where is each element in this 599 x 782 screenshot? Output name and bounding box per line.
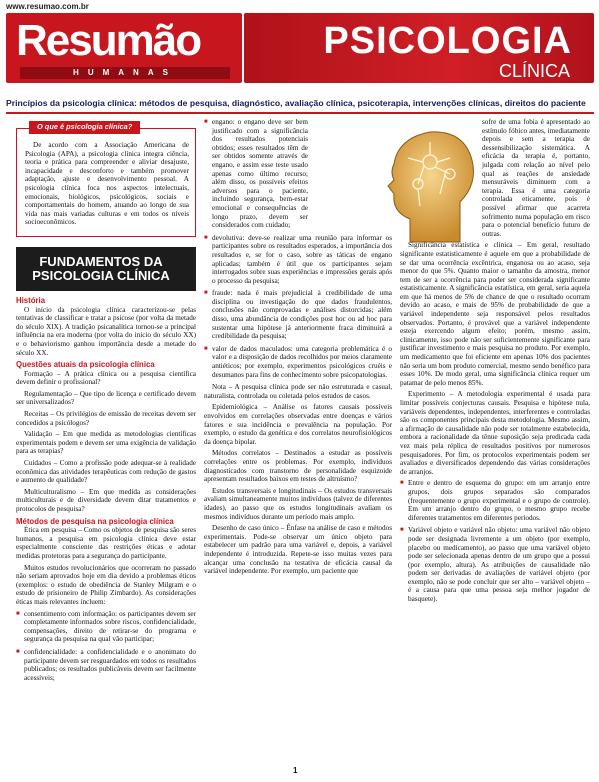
questao-item: Cuidados – Como a profissão pode adequar-se à realidade econômica das atividades terapêuticas com redução de gastos e aumento de qualidade? (16, 459, 196, 485)
column-3 (400, 118, 590, 608)
what-is-tag: O que é psicologia clínica? (29, 121, 140, 134)
list-item: ■ consentimento com informação: os participantes devem ser completamente informados sobre riscos, confidencialidade, compensações, direito de retirar-se do programa e segurança da pesquisa na qual vão participar; (16, 610, 196, 644)
page-description: Princípios da psicologia clínica: métodos de pesquisa, diagnóstico, avaliação clínica, psicoterapia, intervenções clínicas, direitos do paciente (6, 98, 586, 108)
brand-word: Resumão (16, 16, 201, 65)
what-is-box (16, 122, 196, 237)
list-item: ■ devolutiva: deve-se realizar uma reunião para informar os participantes sobre os resultados esperados, a importância dos resultados e, se for o caso, sobre as táticas de engano aplicadas; também é útil que os participantes sejam interrogados sobre suas experiências e impressões gerais após o processo da pesquisa; (204, 234, 392, 286)
column-1 (16, 118, 196, 686)
brand-sub: HUMANAS (20, 67, 230, 79)
questao-item: Formação – A prática clínica ou a pesquisa científica devem definir o profissional? (16, 369, 196, 387)
metodos-title: Métodos de pesquisa na psicologia clínica (16, 516, 174, 526)
nota-text: Nota – A pesquisa clínica pode ser não estruturada e casual, naturalista, controlada ou coletada pelos estudos de casos. (204, 383, 392, 400)
ethics-list-continued (204, 118, 392, 379)
fobia-text: sofre de uma fobia é apresentado ao estímulo fóbico antes, imediatamente depois e sem a terapia de dessensibilização sistemática. A eficácia da terapia é, portanto, julgada com relação ao nível pelo qual as reações de ansiedade mensuráveis diminuem com a terapia. Essa é uma categoria controlada eticamente, pois é possível afirmar que acarreta sofrimento numa população em risco para o potencial benefício futuro de outras. (482, 118, 590, 238)
list-item: ■ confidencialidade: a confidencialidade e o anonimato do participante devem ser resguardados em todos os resultados publicados; os resultados publicáveis devem ser facilmente acessíveis; (16, 648, 196, 682)
estudos-text: Muitos estudos revolucionários que ocorreram no passado não seriam aprovados hoje em dia devido a problemas éticos (exemplos: o estudo de obediência de Stanley Milgram e o estudo de prisioneiro de Philip Zimbardo). As considerações éticas mais relevantes incluem: (16, 563, 196, 606)
column-2 (204, 118, 392, 579)
questoes-title: Questões atuais da psicologia clínica (16, 360, 155, 370)
questao-item: Regulamentação – Que tipo de licença e certificado devem ser universalizados? (16, 389, 196, 407)
historia-title: História (16, 295, 46, 305)
historia-text: O início da psicologia clínica caracterizou-se pelas tentativas de classificar e tratar a psicose (por volta da metade do século XIX). A tradição psicanalítica tornou-se a principal influência na era moderna (por volta do início do século XX) e o behaviorismo ganhou importância desde a metade do século XX. (16, 305, 196, 357)
page-subtitle-word: CLÍNICA (498, 61, 570, 81)
epidemiologica-text: Epidemiológica – Análise os fatores causais possíveis envolvidos em correlações observadas entre doenças e vários fatores e sua incidência e prevalência na população. Por exemplo, o estudo da genética e dos correlatos neurofisiológicos da doença bipolar. (204, 403, 392, 446)
ethics-list (16, 610, 196, 683)
list-item: ■ Variável objeto e variável não objeto: uma variável não objeto pode ser designada livremente a um objeto (por exemplo, placebo ou medicamento), ao passo que uma variável objeto pode ser selecionada apenas dentro de um grupo que a possui (por exemplo, altura). As atribuições de causalidade não podem ser derivadas de avaliações de variável objeto (por exemplo, não se pode concluir que ser alto – variável objeto – é a causa para que uma pessoa seja melhor jogador de basquete). (400, 526, 590, 603)
experimento-text: Experimento – A metodologia experimental é usada para limitar possíveis conjecturas causais. Pesquisa e hipótese nula, variáveis dependentes, independentes, interferentes e controladas são os componentes principais desta metodologia. Mesmo assim, a afirmação de causalidade não pode ser totalmente estabelecida, embora a racionalidade da tênue suposição seja predicada cada vez mais pela réplica de resultados positivos por numerosos pesquisadores. Por fim, os protocolos experimentais podem ser avaliados e diversificados dependendo das várias considerações de arranjos. (400, 390, 590, 476)
list-item: ■ valor de dados maculados: uma categoria problemática é o valor e a disposição de dados recolhidos por meios claramente antiéticos; por exemplo, experimentos psicológicos cruéis e desumanos para fins de conhecimento sobre psicopatologias. (204, 345, 392, 379)
significancia-text: Significância estatística e clínica – Em geral, resultado significante estatisticamente é aquele em que a probabilidade de se dar uma ocorrência excêntrica, enganosa ou ao acaso, seja menor do que 5%. Quanto maior o tamanho da amostra, menor tem de ser a ocorrência para poder ser considerada significante estatisticamente. A significância estatística, em geral, seria aquela em que há menos de 5% de chance de que o resultado ocorram devido ao acaso, e mais de 95% de probabilidade de que a variável independente seja responsável pelos resultados observados. Portanto, é provável que a variável independente esteja exercendo algum efeito; porém, mesmo assim, clinicamente, isso pode não ser suficientemente significante para justificar investimento e mais pesquisa no produto. Por exemplo, um medicamento que foi eficiente em apenas 10% dos pacientes não seria um bom produto comercial, mesmo sendo benéfico para esses 10%. De modo geral, uma significância clínica requer um patamar de pelo menos 85%. (400, 241, 590, 387)
correlatos-text: Métodos correlatos – Destinados a estudar as possíveis correlações entre os problemas. Por exemplo, indivíduos diagnosticados com transtorno de personalidade esquizoide apresentam resultados baixos em testes de altruísmo? (204, 449, 392, 484)
questao-item: Validação – Em que medida as metodologias científicas experimentais podem e devem ser uma exigência de validação para as terapias? (16, 430, 196, 456)
site-url: www.resumao.com.br (6, 2, 89, 11)
title-banner (244, 13, 594, 83)
what-is-text: De acordo com a Associação Americana de Psicologia (APA), a psicologia clínica integra ciência, teoria e prática para compreender e aliviar desajuste, incapacidade e desconforto e também promover adaptação, ajuste e desenvolvimento pessoal. A psicologia clínica foca nos aspectos intelectuais, emocionais, biológicos, psicológicos, sociais e comportamentais do homem, atuando ao longo de sua vida nas mais variadas culturas e em todos os níveis socioeconômicos. (25, 141, 189, 227)
questao-item: Receitas – Os privilégios de emissão de receitas devem ser concedidos a psicólogos? (16, 410, 196, 427)
fundamentos-banner: FUNDAMENTOS DA PSICOLOGIA CLÍNICA (16, 247, 196, 291)
caso-unico-text: Desenho de caso único – Ênfase na análise de caso e métodos experimentais. Pode-se observar um único objeto para estabelecer um padrão para uma variável e, depois, a variável independente é introduzida. Repete-se isso muitas vezes para alcançar uma conclusão na testativa de eficácia causal da variável independente. Por exemplo, um paciente que (204, 524, 392, 576)
list-item: ■ engano: o engano deve ser bem justificado com a significância dos resultados potenciais obtidos; esses resultados têm de ser obtidos somente através de engano, e assim esse teste usado apenas como último recurso; além disso, os possíveis efeitos adversos para o paciente, incluindo segurança, bem-estar emocional e consequências de longo prazo, devem ser considerados com cuidado; (204, 118, 392, 230)
questao-item: Multiculturalismo – Em que medida as considerações multiculturais e de diversidade devem ditar tratamentos e protocolos de pesquisa? (16, 487, 196, 513)
list-item: ■ fraude: nada é mais prejudicial à credibilidade de uma disciplina ou investigação do que dados fraudulentos, conclusões não comprovadas e análises distorcidas; além disso, uma abundância de condições post hoc ou ad hoc para sustentar uma hipótese já anteriormente fraca diminuirá a credibilidade da pesquisa; (204, 289, 392, 341)
transversais-text: Estudos transversais e longitudinais – Os estudos transversais avaliam simultaneamente muitos indivíduos (talvez de diferentes idades), ao passo que os estudos longitudinais avaliam os mesmos indivíduos durante um período mais amplo. (204, 486, 392, 521)
page-title: PSICOLOGIA (323, 20, 572, 62)
etica-text: Ética em pesquisa – Como os objetos de pesquisa são seres humanos, a pesquisa em psicologia clínica deve estar especialmente consciente das restrições éticas e adotar medidas protetoras para a segurança do participante. (16, 526, 196, 560)
experiment-list (400, 479, 590, 603)
brand-logo (6, 13, 242, 83)
header-divider (6, 112, 594, 114)
page-number: 1 (293, 766, 298, 775)
list-item: ■ Entre e dentro de esquema do grupo: em um arranjo entre grupos, dois grupos separados são comparados (frequentemente o grupo experimental e o grupo de controle). Em um arranjo dentro do grupo, o mesmo grupo recebe diferentes tratamentos em diferentes períodos. (400, 479, 590, 522)
